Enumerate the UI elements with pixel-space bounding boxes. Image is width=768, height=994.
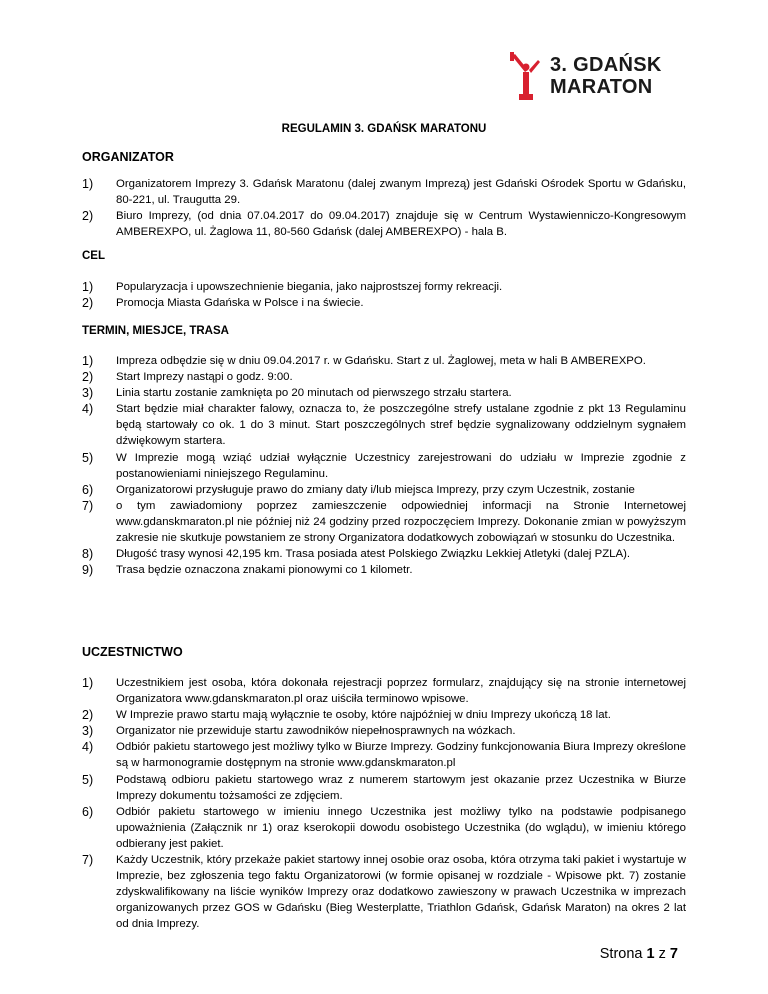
item-number: 9) (82, 563, 94, 578)
logo-line-2: MARATON (550, 76, 653, 98)
item-text: Organizator nie przewiduje startu zawodników niepełnosprawnych na wózkach. (116, 725, 516, 738)
list-item (82, 852, 686, 932)
item-text: Długość trasy wynosi 42,195 km. Trasa posiada atest Polskiego Związku Lekkiej Atletyki (dalej PZLA). (116, 548, 631, 561)
page-number (600, 946, 678, 962)
list-item (82, 176, 686, 208)
list-item (82, 208, 686, 240)
logo-line-1: 3. GDAŃSK (550, 54, 662, 76)
list-item (82, 482, 686, 498)
page-label: Strona (599, 946, 643, 962)
item-number: 2) (82, 370, 94, 385)
item-number: 1) (82, 676, 94, 690)
list-uczestnictwo (82, 675, 686, 933)
item-text: Każdy Uczestnik, który przekaże pakiet startowy innej osobie oraz osoba, która otrzyma taki pakiet i wystartuje w Imprezie, bez zgłoszenia tego faktu Organizatorowi (w formie opisanej w rozdziale - Wpisowe pkt. 7) zostanie zdyskwalifikowany na liście wyników Imprezy oraz dodatkowo zawieszony w prawach Uczestnika w imprezach organizowanych przez GOS w Gdańsku (Bieg Westerplatte, Triathlon Gdańsk, Gdańsk Maraton) na okres 2 lat od dnia Imprezy. (116, 854, 686, 931)
current-page: 1 (646, 946, 655, 962)
list-item (82, 498, 686, 546)
list-item (82, 353, 686, 369)
list-termin (82, 353, 686, 578)
item-number: 7) (82, 498, 94, 513)
list-item (82, 546, 686, 562)
item-number: 5) (82, 772, 94, 787)
list-item (82, 450, 686, 482)
item-number: 7) (82, 853, 94, 868)
item-text: Popularyzacja i upowszechnienie biegania, jako najprostszej formy rekreacji. (116, 281, 503, 293)
item-number: 4) (82, 740, 94, 755)
total-pages: 7 (669, 946, 678, 962)
list-item (82, 279, 686, 295)
item-text: W Imprezie mogą wziąć udział wyłącznie Uczestnicy zarejestrowani do udziału w Imprezie zgodnie z postanowieniami niniejszego Regulaminu. (116, 451, 686, 480)
section-heading-organizator: ORGANIZATOR (82, 150, 174, 164)
item-number: 2) (82, 209, 94, 224)
list-cel (82, 279, 686, 311)
list-item (82, 295, 686, 311)
section-heading-termin: TERMIN, MIESJCE, TRASA (82, 325, 229, 337)
item-number: 2) (82, 296, 94, 311)
item-text: Promocja Miasta Gdańska w Polsce i na świecie. (116, 297, 364, 310)
item-number: 4) (82, 402, 94, 417)
list-item (82, 385, 686, 401)
item-number: 1) (82, 280, 94, 294)
item-text: Uczestnikiem jest osoba, która dokonała rejestracji poprzez formularz, znajdujący się na stronie internetowej Organizatora www.gdanskmaraton.pl oraz uiściła terminowo wpisowe. (116, 677, 686, 706)
page-separator: z (658, 946, 666, 962)
item-text: o tym zawiadomiony poprzez zamieszczenie odpowiedniej informacji na Stronie Internetowej www.gdanskmaraton.pl nie później niż 24 godziny przed rozpoczęciem Imprezy. Dokonanie zmian w powyższym zakresie nie skutkuje powstaniem ze strony Organizatora dodatkowych zobowiązań w stosunku do Uczestnika. (116, 499, 686, 545)
list-item (82, 739, 686, 771)
item-number: 8) (82, 547, 94, 562)
item-number: 6) (82, 482, 94, 497)
item-text: Organizatorowi przysługuje prawo do zmiany daty i/lub miejsca Imprezy, przy czym Uczestnik, zostanie (116, 483, 635, 496)
list-item (82, 369, 686, 385)
item-text: Odbiór pakietu startowego w imieniu innego Uczestnika jest możliwy tylko na podstawie podpisanego upoważnienia (Załącznik nr 1) oraz kserokopii dowodu osobistego Uczestnika (do wglądu), w imieniu którego odbierany jest pakiet. (116, 805, 686, 850)
item-text: Podstawą odbioru pakietu startowego wraz z numerem startowym jest okazanie przez Uczestnika w Biurze Imprezy dokumentu tożsamości ze zdjęciem. (116, 773, 686, 802)
list-item (82, 723, 686, 739)
item-number: 3) (82, 724, 94, 739)
list-item (82, 401, 686, 449)
item-number: 5) (82, 450, 94, 465)
item-text: Trasa będzie oznaczona znakami pionowymi co 1 kilometr. (116, 564, 413, 577)
item-text: Linia startu zostanie zamknięta po 20 minutach od pierwszego strzału startera. (116, 387, 512, 400)
item-text: W Imprezie prawo startu mają wyłącznie te osoby, które najpóźniej w dniu Imprezy ukończą 18 lat. (116, 709, 611, 722)
item-number: 1) (82, 354, 94, 368)
item-text: Impreza odbędzie się w dniu 09.04.2017 r. w Gdańsku. Start z ul. Żaglowej, meta w hali B AMBEREXPO. (116, 355, 646, 367)
list-item (82, 707, 686, 723)
list-item (82, 675, 686, 707)
list-item (82, 804, 686, 852)
item-number: 1) (82, 177, 94, 191)
item-number: 6) (82, 804, 94, 819)
list-organizator (82, 176, 686, 240)
item-text: Organizatorem Imprezy 3. Gdańsk Maratonu (dalej zwanym Imprezą) jest Gdański Ośrodek Sportu w Gdańsku, 80-221, ul. Traugutta 29. (116, 178, 686, 207)
document-title: REGULAMIN 3. GDAŃSK MARATONU (281, 123, 487, 135)
item-number: 2) (82, 708, 94, 723)
item-text: Start będzie miał charakter falowy, oznacza to, że poszczególne strefy ustalane zgodnie z pkt 13 Regulaminu będą startowały co ok. 1 do 3 minut. Start poszczególnych stref będzie sygnalizowany oddzielnym sygnałem dźwiękowym startera. (116, 403, 686, 448)
runner-statue-icon (508, 52, 544, 100)
list-item (82, 562, 686, 578)
list-item (82, 772, 686, 804)
item-number: 3) (82, 386, 94, 401)
section-heading-cel: CEL (82, 250, 105, 262)
item-text: Start Imprezy nastąpi o godz. 9:00. (116, 371, 293, 384)
item-text: Biuro Imprezy, (od dnia 07.04.2017 do 09.04.2017) znajduje się w Centrum Wystawienniczo-Kongresowym AMBEREXPO, ul. Żaglowa 11, 80-560 Gdańsk (dalej AMBEREXPO) - hala B. (116, 210, 686, 239)
section-heading-uczestnictwo: UCZESTNICTWO (82, 645, 183, 659)
event-logo (508, 52, 662, 100)
item-text: Odbiór pakietu startowego jest możliwy tylko w Biurze Imprezy. Godziny funkcjonowania Biura Imprezy określone są w harmonogramie dostępnym na stronie www.gdanskmaraton.pl (116, 741, 686, 770)
